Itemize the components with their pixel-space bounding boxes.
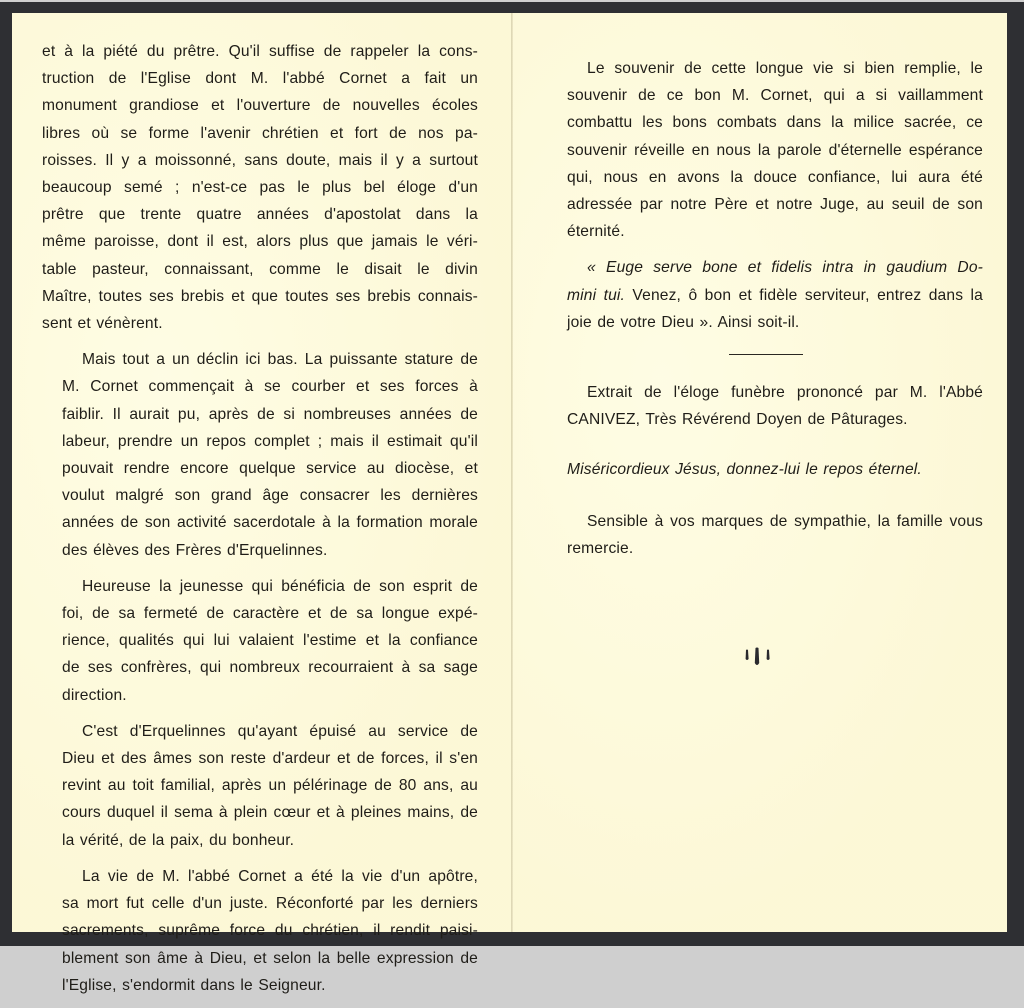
text-line: libres où se forme l'avenir chrétien et fort de nos pa- [42,124,478,142]
prayer-text: Miséricordieux Jésus, donnez-lui le repos éternel. [567,461,922,479]
text-line: foi, de sa fermeté de caractère et de sa longue expé- [62,605,478,623]
text-line: La vie de M. l'abbé Cornet a été la vie d'un apôtre, [82,867,478,885]
text-line: cours duquel il sema à plein cœur et à pleines mains, de [62,804,478,822]
paragraph-thanks [547,508,983,562]
text-line: éternité. [567,223,625,241]
text-line: blement son âme à Dieu, et selon la belle expression de [62,949,478,967]
text-line: Maître, toutes ses brebis et que toutes ses brebis connais- [42,287,478,305]
text-line: monument grandiose et l'ouverture de nouvelles écoles [42,97,478,115]
text-line: roisses. Il y a moissonné, sans doute, mais il y a surtout [42,151,478,169]
text-line: et à la piété du prêtre. Qu'il suffise de rappeler la cons- [42,43,478,60]
text-line: Dieu et des âmes son reste d'ardeur et de forces, il s'en [62,750,478,768]
text-line: voulut malgré son grand âge consacrer les dernières [62,487,478,505]
text-line: truction de l'Eglise dont M. l'abbé Cornet a fait un [42,70,478,88]
paragraph-quote [547,254,983,336]
text-line: revint au toit familial, après un pélérinage de 80 ans, au [62,777,478,795]
text-line: la vérité, de la paix, du bonheur. [62,831,295,849]
text-line: pouvait rendre encore quelque service au diocèse, et [62,460,478,478]
paragraph-decline [42,346,478,564]
latin-quote-line: « Euge serve bone et fidelis intra in gaudium Do- [587,259,983,277]
text-line: M. Cornet commençait à se courber et ses forces à [62,378,478,396]
center-fold [511,13,513,932]
paragraph-erquelinnes [42,718,478,854]
latin-quote-end: mini tui. [567,286,626,304]
text-line: sent et vénèrent. [42,315,163,333]
text-line: souvenir réveille en nous la parole d'éternelle espérance [567,141,983,159]
text-line: CANIVEZ, Très Révérend Doyen de Pâturages. [567,411,908,429]
text-line: prêtre que trente quatre années d'apostolat dans la [42,206,478,224]
text-line: Extrait de l'éloge funèbre prononcé par M. l'Abbé [587,384,983,402]
left-page-text [42,38,478,1008]
text-line: labeur, prendre un repos complet ; mais il estimait qu'il [62,432,478,450]
text-line: beaucoup semé ; n'est-ce pas le plus bel éloge d'un [42,179,478,197]
text-line: combattu les bons combats dans la milice sacrée, ce [567,114,983,132]
quote-line [547,282,983,309]
text-line: de ses confrères, qui nombreux recourraient à sa sage [62,659,478,677]
prayer [547,456,983,483]
text-line: faiblir. Il aurait pu, après de si nombreuses années de [62,405,478,423]
text-line: sa mort fut celle d'un juste. Réconforté par les derniers [62,895,478,913]
text-line: sacrements, suprême force du chrétien, il rendit paisi- [62,922,478,940]
text-line: Le souvenir de cette longue vie si bien remplie, le [587,60,983,77]
text-line: remercie. [567,539,634,557]
separator-rule [729,354,803,355]
paragraph-apostle [42,863,478,999]
text-line: années de son activité sacerdotale à la formation morale [62,514,478,532]
text-line: direction. [62,686,127,704]
french-quote: Venez, ô bon et fidèle serviteur, entrez dans la [625,286,983,304]
three-drops-ornament-icon [743,647,773,677]
paragraph-youth [42,573,478,709]
text-line: Sensible à vos marques de sympathie, la famille vous [587,512,983,530]
paragraph-pastor [42,38,478,337]
text-line: souvenir de ce bon M. Cornet, qui a si vaillamment [567,87,983,105]
right-page-text [547,55,983,571]
text-line: C'est d'Erquelinnes qu'ayant épuisé au service de [82,722,478,740]
text-line: qui, nous en avons la douce confiance, lui aura été [567,168,983,186]
text-line: rience, qualités qui lui valaient l'estime et la confiance [62,632,478,650]
text-line: Heureuse la jeunesse qui bénéficia de son esprit de [82,577,478,595]
text-line: l'Eglise, s'endormit dans le Seigneur. [62,976,326,994]
text-line: Mais tout a un déclin ici bas. La puissante stature de [82,351,478,369]
text-line: des élèves des Frères d'Erquelinnes. [62,541,328,559]
text-line: même paroisse, dont il est, alors plus que jamais le véri- [42,233,478,251]
paragraph-souvenir [547,55,983,245]
paragraph-extract [547,379,983,433]
text-line: table pasteur, connaissant, comme le disait le divin [42,260,478,278]
text-line: adressée par notre Père et notre Juge, au seuil de son [567,196,983,214]
text-line: joie de votre Dieu ». Ainsi soit-il. [567,313,800,331]
